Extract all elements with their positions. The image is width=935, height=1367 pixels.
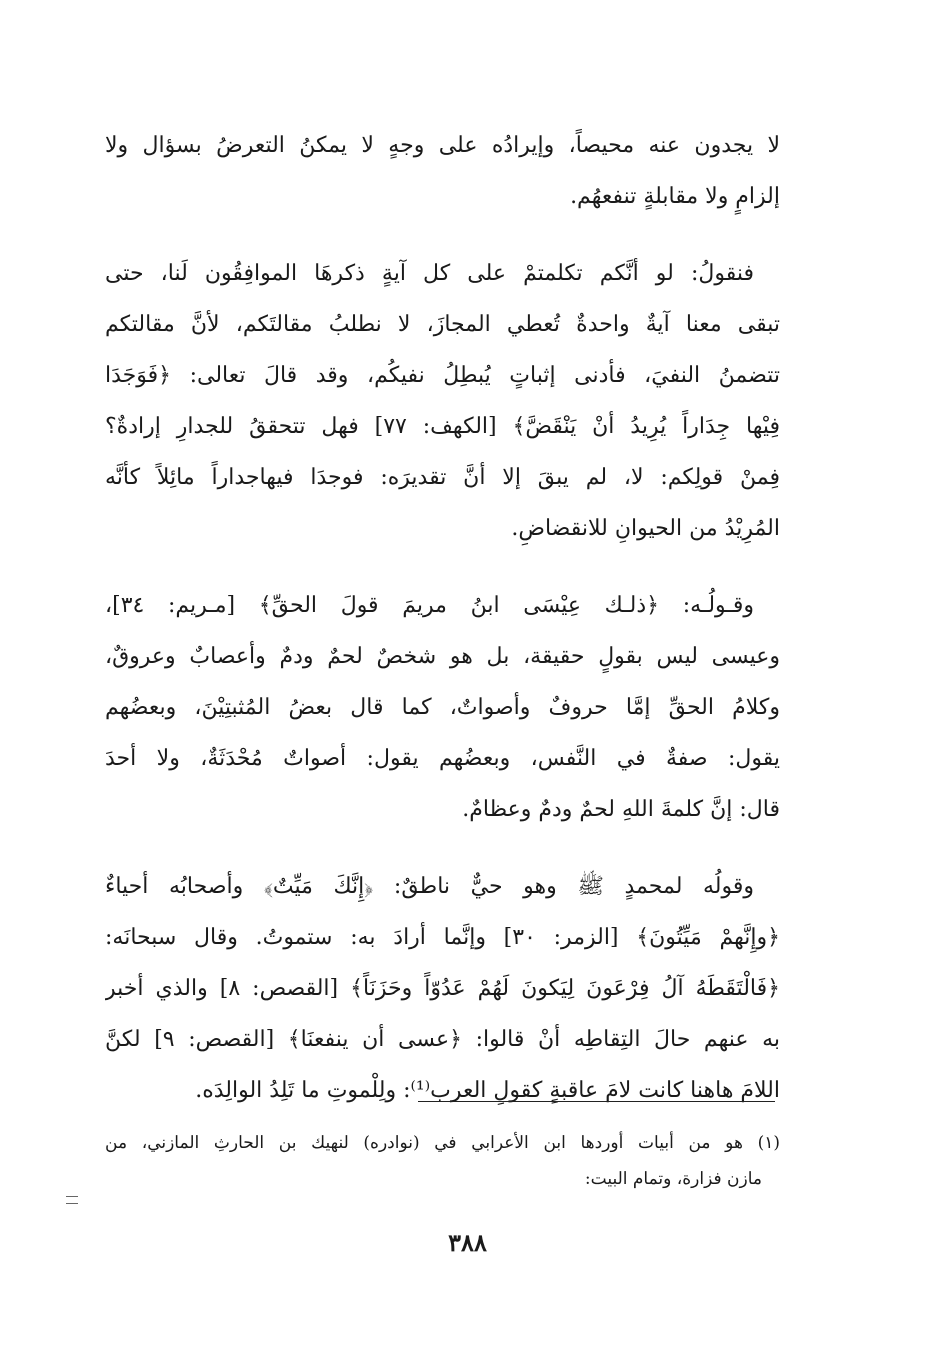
footnote-line: (١) هو من أبيات أوردها ابن الأعرابي في (نوادره) لنهيك بن الحارثِ المازني، من <box>105 1133 780 1153</box>
text-line: تبقى معنا آيةٌ واحدةٌ تُعطي المجازَ، لا نطلبُ مقالتَكم، لأنَّ مقالتكم <box>105 312 780 337</box>
paragraph <box>105 248 780 554</box>
page-number: ٣٨٨ <box>448 1228 487 1257</box>
text-line: المُرِيْدُ من الحيوانِ للانقضاضِ. <box>511 516 780 541</box>
paragraph <box>105 580 780 835</box>
text-line: ﴿وإِنَّهمْ مَيِّتُونَ﴾ [الزمر: ٣٠] وإنَّما أرادَ به: ستموتُ. وقال سبحانَه: <box>105 925 780 950</box>
paragraph <box>105 861 780 1116</box>
text-line: وكلامُ الحقِّ إمَّا حروفٌ وأصواتٌ، كما قال بعضُ المُثبتِيْنَ، وبعضُهم <box>105 695 780 720</box>
margin-mark <box>66 1196 78 1204</box>
footnotes <box>105 1125 780 1197</box>
footnote-separator <box>418 1101 775 1102</box>
text-line: به عنهم حالَ التِقاطِه أنْ قالوا: ﴿عسى أن ينفعنَا﴾ [القصص: ٩] لكنَّ <box>105 1027 780 1052</box>
text-line: اللامَ هاهنا كانت لامَ عاقبةٍ كقولِ العرب⁽¹⁾: ولِلْموتِ ما تَلِدُ الوالِدَه. <box>195 1078 780 1103</box>
footnote-line: مازن فزارة، وتمام البيت: <box>584 1169 762 1189</box>
paragraph <box>105 120 780 222</box>
text-line: ﴿فَالْتَقَطَهُ آلُ فِرْعَونَ لِيَكونَ لَهُمْ عَدُوّاً وحَزَنَاً﴾ [القصص: ٨] والذي أخبر <box>105 976 780 1001</box>
text-line: يقول: صفةٌ في النَّفس، وبعضُهم يقول: أصواتٌ مُحْدَثَةٌ، ولا أحدَ <box>105 746 780 771</box>
text-line: لا يجدون عنه محيصاً، وإيرادُه على وجهٍ لا يمكنُ التعرضُ بسؤال ولا <box>105 133 780 158</box>
text-line: وعيسى ليس بقولٍ حقيقة، بل هو شخصٌ لحمٌ ودمٌ وأعصابٌ وعروقٌ، <box>105 644 780 669</box>
text-line: فنقولُ: لو أنَّكم تكلمتمْ على كل آيةٍ ذكرهَا الموافِقُون لَنا، حتى <box>105 261 754 286</box>
text-line: وقولُه لمحمدٍ ﷺ وهو حيٌّ ناطقٌ: ﴿إِنَّكَ مَيِّتٌ﴾ وأصحابُه أحياءٌ <box>105 874 754 899</box>
text-line: وقـولُـه: ﴿ذلـك عِيْسَى ابنُ مريمَ قولَ الحقِّ﴾ [مـريم: ٣٤]، <box>105 593 754 618</box>
text-line: فِيْها جِدَاراً يُرِيدُ أنْ يَنْقَضَّ﴾ [الكهف: ٧٧] فهل تتحققُ للجدارِ إرادةٌ؟ <box>105 414 780 439</box>
text-line: فِمنْ قولِكم: لا، لم يبقَ إلا أنَّ تقديرَه: فوجدَا فيهاجداراً مائِلاً كأنَّه <box>105 465 780 490</box>
text-line: إلزامٍ ولا مقابلةٍ تنفعهُم. <box>570 184 780 209</box>
text-line: تتضمنُ النفيَ، فأدنى إثباتٍ يُبطِلُ نفيكُم، وقد قالَ تعالى: ﴿فَوَجَدَا <box>105 363 780 388</box>
main-text <box>105 120 780 1116</box>
text-line: قال: إنَّ كلمةَ اللهِ لحمٌ ودمٌ وعظامٌ. <box>462 797 780 822</box>
